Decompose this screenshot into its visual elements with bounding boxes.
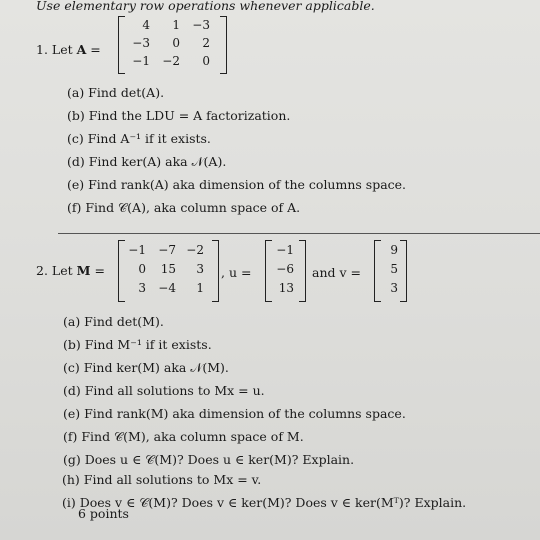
vector-u-cell: 13 bbox=[278, 281, 294, 295]
vector-v-cell: 9 bbox=[390, 243, 398, 257]
matrix-a-cell: −2 bbox=[162, 54, 180, 68]
section-divider bbox=[58, 233, 540, 234]
matrix-m-cell: 0 bbox=[138, 262, 146, 276]
vector-v-right-bracket bbox=[400, 240, 407, 302]
p1-label bbox=[36, 42, 101, 57]
p1-item: (e) Find rank(A) aka dimension of the columns space. bbox=[67, 177, 407, 192]
matrix-m-cell: −7 bbox=[158, 243, 176, 257]
p1-equals: = bbox=[90, 42, 101, 57]
p1-let-text: 1. Let bbox=[36, 42, 73, 57]
matrix-a-cell: 2 bbox=[202, 36, 210, 50]
matrix-a-left-bracket bbox=[118, 16, 125, 74]
p1-item: (d) Find ker(A) aka 𝒩(A). bbox=[67, 154, 227, 169]
p2-item: (b) Find M⁻¹ if it exists. bbox=[63, 337, 212, 352]
p2-item: (a) Find det(M). bbox=[63, 314, 164, 329]
p1-item: (c) Find A⁻¹ if it exists. bbox=[67, 131, 211, 146]
matrix-m-cell: 15 bbox=[160, 262, 176, 276]
matrix-m-cell: 3 bbox=[196, 262, 204, 276]
p1-item: (a) Find det(A). bbox=[67, 85, 165, 100]
matrix-a-cell: 1 bbox=[172, 18, 180, 32]
vector-v-cell: 5 bbox=[390, 262, 398, 276]
matrix-a-cell: −3 bbox=[192, 18, 210, 32]
p2-label bbox=[36, 263, 105, 278]
matrix-a-cell: 4 bbox=[142, 18, 150, 32]
matrix-m-cell: −2 bbox=[186, 243, 204, 257]
matrix-a-right-bracket bbox=[220, 16, 227, 74]
p2-item: (e) Find rank(M) aka dimension of the columns space. bbox=[63, 406, 406, 421]
p2-item: (f) Find 𝒞(M), aka column space of M. bbox=[63, 429, 304, 444]
p1-matrix-name: A bbox=[76, 42, 87, 57]
matrix-m-cell: 1 bbox=[196, 281, 204, 295]
vector-u-right-bracket bbox=[299, 240, 306, 302]
p2-comma-u: , u = bbox=[221, 265, 252, 280]
matrix-a-cell: 0 bbox=[202, 54, 210, 68]
p2-item: (i) Does v ∈ 𝒞(M)? Does v ∈ ker(M)? Does v ∈ ker(Mᵀ)? Explain. bbox=[62, 495, 467, 510]
points-label: 6 points bbox=[78, 506, 129, 521]
p2-item: (d) Find all solutions to Mx = u. bbox=[63, 383, 265, 398]
instructions-header: Use elementary row operations whenever applicable. bbox=[36, 0, 375, 13]
matrix-m-cell: −4 bbox=[158, 281, 176, 295]
vector-u-cell: −6 bbox=[276, 262, 294, 276]
p2-item: (g) Does u ∈ 𝒞(M)? Does u ∈ ker(M)? Explain. bbox=[63, 452, 355, 467]
p2-equals: = bbox=[94, 263, 105, 278]
p2-matrix-name: M bbox=[76, 263, 91, 278]
p1-item: (b) Find the LDU = A factorization. bbox=[67, 108, 291, 123]
matrix-a-cell: −3 bbox=[132, 36, 150, 50]
matrix-m-cell: 3 bbox=[138, 281, 146, 295]
p2-let-text: 2. Let bbox=[36, 263, 73, 278]
p2-item: (c) Find ker(M) aka 𝒩(M). bbox=[63, 360, 229, 375]
matrix-a-cell: −1 bbox=[132, 54, 150, 68]
matrix-m-cell: −1 bbox=[128, 243, 146, 257]
vector-v-cell: 3 bbox=[390, 281, 398, 295]
p2-and-v: and v = bbox=[312, 265, 361, 280]
p2-item: (h) Find all solutions to Mx = v. bbox=[62, 472, 262, 487]
p1-item: (f) Find 𝒞(A), aka column space of A. bbox=[67, 200, 301, 215]
matrix-a-cell: 0 bbox=[172, 36, 180, 50]
vector-u-left-bracket bbox=[265, 240, 272, 302]
matrix-m-right-bracket bbox=[212, 240, 219, 302]
vector-u-cell: −1 bbox=[276, 243, 294, 257]
